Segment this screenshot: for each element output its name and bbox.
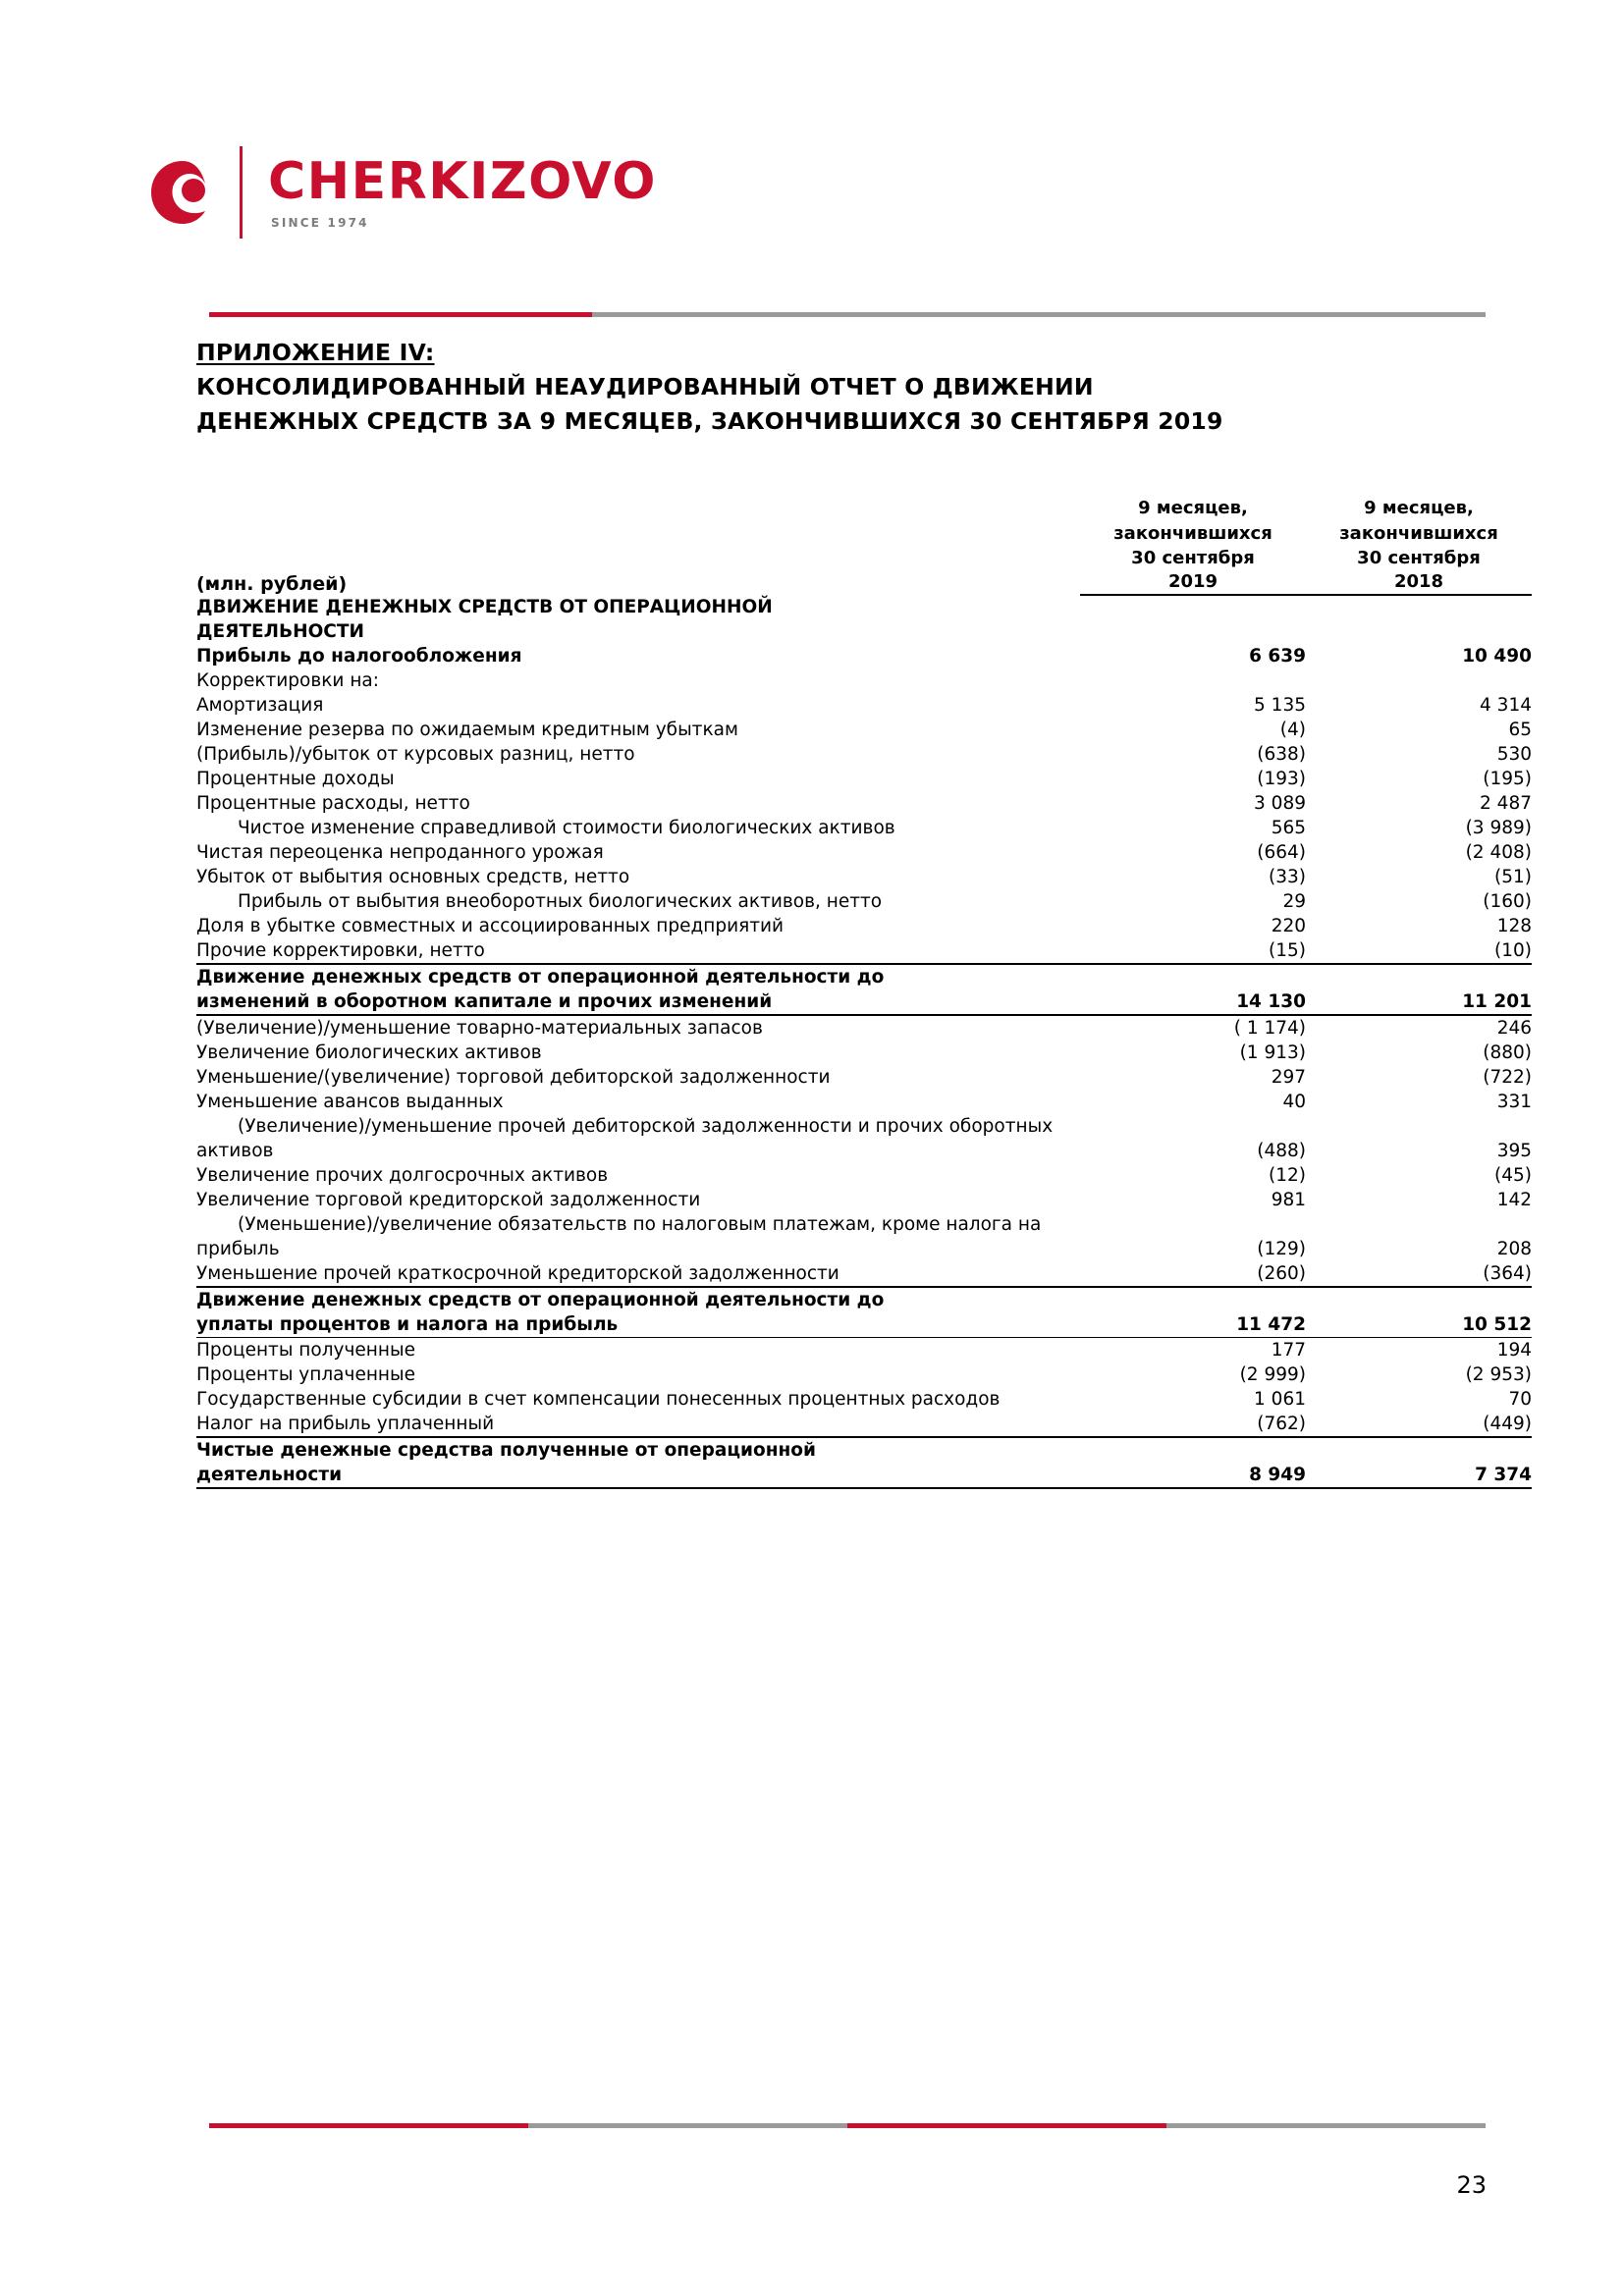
- row-value-2019: (15): [1080, 938, 1306, 964]
- page-number: 23: [1456, 2171, 1487, 2199]
- row-value-2019: 3 089: [1254, 793, 1306, 814]
- row-value-2018: 10 490: [1462, 646, 1532, 667]
- table-row: [196, 1362, 1532, 1387]
- row-value-2019: 220: [1271, 916, 1306, 936]
- table-row: [196, 1412, 1532, 1437]
- page-title-line-2: КОНСОЛИДИРОВАННЫЙ НЕАУДИРОВАННЫЙ ОТЧЕТ О ДВИЖЕНИИ: [196, 373, 1094, 400]
- footer-rule: [209, 2123, 1486, 2128]
- row-label: Налог на прибыль уплаченный: [196, 1412, 1080, 1437]
- row-value-2019: (33): [1269, 867, 1306, 887]
- row-label: Государственные субсидии в счет компенсации понесенных процентных расходов: [196, 1389, 1001, 1410]
- subtotal-row-before-working-capital: [196, 964, 1532, 1015]
- col-2019-period: [1080, 496, 1306, 547]
- table-row: [196, 840, 1532, 865]
- row-value-2019: 565: [1271, 818, 1306, 838]
- row-value-2019: 6 639: [1249, 646, 1306, 667]
- total-row-net-operating-cash: [196, 1437, 1532, 1488]
- row-value-2019: (762): [1080, 1412, 1306, 1437]
- row-value-2019: (1 913): [1239, 1042, 1306, 1063]
- row-value-2018: (2 408): [1465, 842, 1532, 863]
- section-header-operating: [196, 595, 1532, 644]
- footer-rule-seg-3: [847, 2123, 1166, 2128]
- page-title-line-3: ДЕНЕЖНЫХ СРЕДСТВ ЗА 9 МЕСЯЦЕВ, ЗАКОНЧИВШИХСЯ 30 СЕНТЯБРЯ 2019: [196, 407, 1223, 435]
- row-label: (Увеличение)/уменьшение товарно-материальных запасов: [196, 1018, 763, 1039]
- col-2018-period-line2: закончившихся: [1339, 523, 1498, 544]
- row-value-2019: 981: [1271, 1190, 1306, 1210]
- row-label: (Прибыль)/убыток от курсовых разниц, нетто: [196, 744, 635, 765]
- row-value-2018: (160): [1483, 891, 1532, 912]
- logo-tagline: SINCE 1974: [271, 215, 369, 230]
- table-row: [196, 742, 1532, 767]
- row-label: Корректировки на:: [196, 670, 380, 691]
- cash-flow-table-container: [196, 496, 1532, 1489]
- row-value-2018: (195): [1483, 769, 1532, 789]
- table-row: [196, 644, 1532, 668]
- table-row: [196, 938, 1532, 964]
- col-2018-date: [1306, 547, 1532, 595]
- section-header-line2: ДЕЯТЕЛЬНОСТИ: [196, 621, 364, 642]
- logo-wordmark: CHERKIZOVO: [268, 151, 657, 211]
- row-value-2018: (722): [1483, 1067, 1532, 1088]
- row-value-2018: (449): [1306, 1412, 1532, 1437]
- row-label: Чистая переоценка непроданного урожая: [196, 842, 604, 863]
- table-row: [196, 865, 1532, 889]
- total-value-2019: 8 949: [1080, 1437, 1306, 1488]
- row-value-2019: 1 061: [1254, 1389, 1306, 1410]
- row-value-2018: 246: [1496, 1018, 1532, 1039]
- col-2018-date-line1: 30 сентября: [1357, 548, 1481, 568]
- row-value-2018: (3 989): [1465, 818, 1532, 838]
- subtotal1-value-2018: 11 201: [1306, 964, 1532, 1015]
- table-row: [196, 1188, 1532, 1212]
- row-value-2019: (193): [1257, 769, 1306, 789]
- col-2018-date-line2: 2018: [1393, 571, 1444, 592]
- subtotal2-value-2019: 11 472: [1080, 1287, 1306, 1338]
- row-label: Прибыль до налогообложения: [196, 646, 522, 667]
- page-title-line-1: ПРИЛОЖЕНИЕ IV:: [196, 339, 435, 366]
- table-row: [196, 1015, 1532, 1041]
- subtotal-row-before-interest-tax: [196, 1287, 1532, 1338]
- col-2019-period-line2: закончившихся: [1113, 523, 1272, 544]
- table-row: [196, 718, 1532, 742]
- row-value-2019: 40: [1282, 1092, 1306, 1112]
- row-label: Прочие корректировки, нетто: [196, 938, 1080, 964]
- row-value-2019: (664): [1257, 842, 1306, 863]
- table-row: [196, 1114, 1532, 1163]
- units-label: (млн. рублей): [196, 573, 348, 595]
- row-value-2018: 65: [1508, 720, 1532, 740]
- subtotal2-line1: Движение денежных средств от операционной деятельности до: [196, 1290, 885, 1310]
- row-value-2019: (4): [1279, 720, 1306, 740]
- table-row: [196, 1041, 1532, 1065]
- row-value-2019: [1080, 668, 1306, 693]
- subtotal2-line2: уплаты процентов и налога на прибыль: [196, 1314, 619, 1335]
- total-line1: Чистые денежные средства полученные от операционной: [196, 1440, 816, 1461]
- row-value-2018: 4 314: [1480, 695, 1532, 716]
- row-label: Увеличение биологических активов: [196, 1042, 542, 1063]
- row-label: Уменьшение авансов выданных: [196, 1092, 504, 1112]
- table-row: [196, 1163, 1532, 1188]
- row-label: Увеличение прочих долгосрочных активов: [196, 1165, 609, 1186]
- row-label: Амортизация: [196, 695, 324, 716]
- section-header-line1: ДВИЖЕНИЕ ДЕНЕЖНЫХ СРЕДСТВ ОТ ОПЕРАЦИОННОЙ: [196, 597, 773, 617]
- table-row: [196, 1090, 1532, 1114]
- row-value-2018: (364): [1306, 1261, 1532, 1287]
- row-value-2018: 194: [1496, 1340, 1532, 1361]
- col-2019-date: [1080, 547, 1306, 595]
- row-label: Доля в убытке совместных и ассоциированных предприятий: [196, 916, 785, 936]
- row-value-2019: 29: [1282, 891, 1306, 912]
- row-label: Проценты уплаченные: [196, 1364, 416, 1385]
- header-rule-gray: [592, 312, 1486, 317]
- row-label: (Увеличение)/уменьшение прочей дебиторской задолженности и прочих оборотных активов: [196, 1116, 1054, 1161]
- row-value-2018: (880): [1483, 1042, 1532, 1063]
- row-value-2018: 70: [1508, 1389, 1532, 1410]
- table-row: [196, 791, 1532, 816]
- footer-rule-seg-2: [528, 2123, 847, 2128]
- row-label: Уменьшение прочей краткосрочной кредиторской задолженности: [196, 1261, 1080, 1287]
- footer-rule-seg-4: [1166, 2123, 1486, 2128]
- row-value-2019: (638): [1257, 744, 1306, 765]
- row-value-2018: 395: [1496, 1141, 1532, 1161]
- subtotal2-value-2018: 10 512: [1306, 1287, 1532, 1338]
- header-rule-red: [209, 312, 592, 317]
- company-logo: [145, 145, 657, 240]
- table-row: [196, 914, 1532, 938]
- total-value-2018: 7 374: [1306, 1437, 1532, 1488]
- cherkizovo-mark-icon: [145, 157, 222, 228]
- table-row: [196, 1338, 1532, 1363]
- row-value-2019: (260): [1080, 1261, 1306, 1287]
- col-2018-period: [1306, 496, 1532, 547]
- row-value-2018: 128: [1496, 916, 1532, 936]
- table-row: [196, 693, 1532, 718]
- row-value-2019: 177: [1271, 1340, 1306, 1361]
- row-value-2018: 530: [1496, 744, 1532, 765]
- table-row: [196, 816, 1532, 840]
- row-value-2018: 208: [1496, 1239, 1532, 1259]
- header-rule: [209, 312, 1486, 317]
- table-row: [196, 1212, 1532, 1261]
- row-label: Изменение резерва по ожидаемым кредитным убыткам: [196, 720, 738, 740]
- row-label: Процентные доходы: [196, 769, 395, 789]
- row-label: Увеличение торговой кредиторской задолженности: [196, 1190, 701, 1210]
- row-value-2019: (488): [1257, 1141, 1306, 1161]
- row-value-2018: (10): [1306, 938, 1532, 964]
- table-row: [196, 1261, 1532, 1287]
- row-value-2018: (51): [1494, 867, 1532, 887]
- table-header-row-period: [196, 496, 1532, 547]
- row-value-2018: 2 487: [1480, 793, 1532, 814]
- row-value-2019: ( 1 174): [1233, 1018, 1306, 1039]
- row-value-2018: 331: [1496, 1092, 1532, 1112]
- row-label: Уменьшение/(увеличение) торговой дебиторской задолженности: [196, 1067, 831, 1088]
- col-2019-period-line1: 9 месяцев,: [1138, 498, 1248, 518]
- row-value-2019: (12): [1269, 1165, 1306, 1186]
- row-value-2018: 142: [1496, 1190, 1532, 1210]
- row-value-2018: [1306, 668, 1532, 693]
- row-label: Прибыль от выбытия внеоборотных биологических активов, нетто: [238, 891, 883, 912]
- row-label: Убыток от выбытия основных средств, нетто: [196, 867, 630, 887]
- row-label: Чистое изменение справедливой стоимости биологических активов: [238, 818, 895, 838]
- subtotal1-line1: Движение денежных средств от операционной деятельности до: [196, 967, 885, 988]
- col-2019-date-line2: 2019: [1167, 571, 1218, 592]
- row-label: Процентные расходы, нетто: [196, 793, 470, 814]
- subtotal1-line2: изменений в оборотном капитале и прочих изменений: [196, 991, 773, 1012]
- total-line2: деятельности: [196, 1465, 343, 1485]
- table-row: [196, 767, 1532, 791]
- logo-divider: [240, 146, 243, 239]
- cash-flow-table: [196, 496, 1532, 1489]
- col-2019-date-line1: 30 сентября: [1131, 548, 1255, 568]
- page-title: [196, 336, 1492, 439]
- col-2018-period-line1: 9 месяцев,: [1364, 498, 1474, 518]
- row-value-2019: 297: [1271, 1067, 1306, 1088]
- row-value-2019: (129): [1257, 1239, 1306, 1259]
- row-value-2019: 5 135: [1254, 695, 1306, 716]
- row-label: (Уменьшение)/увеличение обязательств по налоговым платежам, кроме налога на прибыль: [196, 1214, 1042, 1259]
- row-value-2018: (2 953): [1465, 1364, 1532, 1385]
- footer-rule-seg-1: [209, 2123, 528, 2128]
- table-row: [196, 889, 1532, 914]
- row-label: Проценты полученные: [196, 1340, 415, 1361]
- table-row: [196, 1387, 1532, 1412]
- table-row: [196, 1065, 1532, 1090]
- row-value-2018: (45): [1494, 1165, 1532, 1186]
- table-row: [196, 668, 1532, 693]
- subtotal1-value-2019: 14 130: [1080, 964, 1306, 1015]
- row-value-2019: (2 999): [1239, 1364, 1306, 1385]
